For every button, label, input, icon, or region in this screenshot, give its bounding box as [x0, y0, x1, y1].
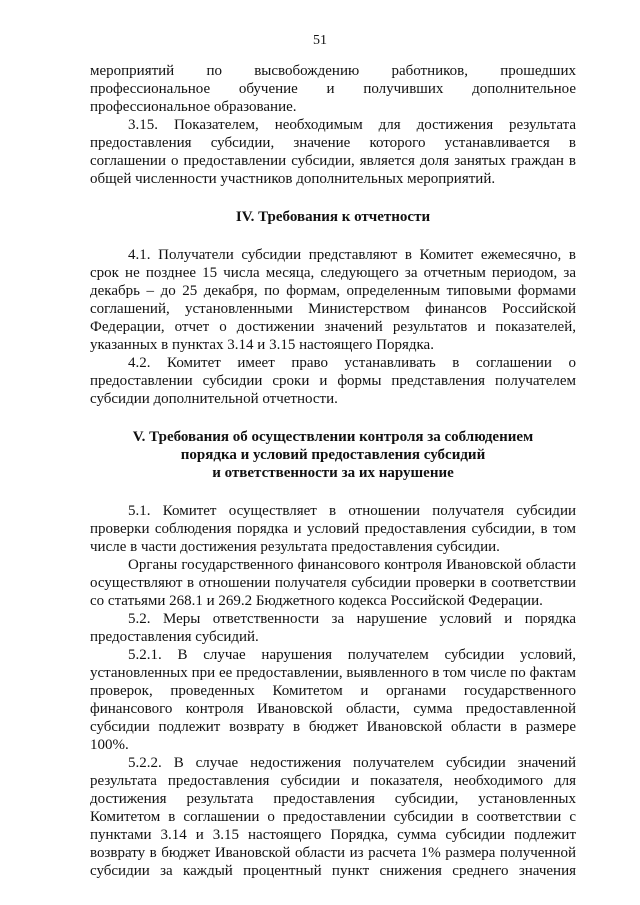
paragraph-continuation: мероприятий по высвобождению работников, прошедших профессиональное обучение и получивших дополнительное профессиональное образование. — [90, 63, 576, 115]
paragraph-4-2: 4.2. Комитет имеет право устанавливать в соглашении о предоставлении субсидии сроки и формы представления получателем субсидии дополнительной отчетности. — [90, 355, 576, 407]
paragraph-5-1: 5.1. Комитет осуществляет в отношении получателя субсидии проверки соблюдения порядка и условий предоставления субсидии, в том числе в части достижения результата предоставления субсидии. — [90, 503, 576, 555]
paragraph-3-15: 3.15. Показателем, необходимым для достижения результата предоставления субсидии, значение которого устанавливается в соглашении о предоставлении субсидии, является доля занятых граждан в общей численности участников дополнительных мероприятий. — [90, 117, 576, 187]
paragraph-control-bodies: Органы государственного финансового контроля Ивановской области осуществляют в отношении получателя субсидии проверки в соответствии со статьями 268.1 и 269.2 Бюджетного кодекса Российской Федерации. — [90, 557, 576, 609]
section-heading-v-line-3: и ответственности за их нарушение — [212, 465, 454, 481]
paragraph-5-2-1: 5.2.1. В случае нарушения получателем субсидии условий, установленных при ее предоставлении, выявленного в том числе по фактам проверок, проведенных Комитетом и органами государственного финансового контроля Ивановской области, сумма предоставленной субсидии подлежит возврату в бюджет Ивановской области в размере 100%. — [90, 647, 576, 753]
section-heading-v-line-2: порядка и условий предоставления субсидий — [180, 447, 486, 463]
paragraph-5-2: 5.2. Меры ответственности за нарушение условий и порядка предоставления субсидий. — [90, 611, 576, 645]
paragraph-5-2-2: 5.2.2. В случае недостижения получателем субсидии значений результата предоставления субсидии и показателя, необходимого для достижения результата предоставления субсидии, установленных Комитетом в соглашении о предоставлении субсидии в соответствии с пунктами 3.14 и 3.15 настоящего Порядка, сумма субсидии подлежит возврату в бюджет Ивановской области из расчета 1% размера полученной субсидии за каждый процентный пункт снижения среднего значения — [90, 755, 576, 879]
page-number: 51 — [313, 33, 327, 48]
section-heading-v-line-1: V. Требования об осуществлении контроля за соблюдением — [132, 429, 534, 445]
section-heading-iv: IV. Требования к отчетности — [235, 209, 431, 225]
document-body — [90, 62, 576, 880]
paragraph-4-1: 4.1. Получатели субсидии представляют в Комитет ежемесячно, в срок не позднее 15 числа месяца, следующего за отчетным периодом, за декабрь – до 25 декабря, по формам, определенным типовыми формами соглашений, установленными Министерством финансов Российской Федерации, отчет о достижении значений результатов и показателей, указанных в пунктах 3.14 и 3.15 настоящего Порядка. — [90, 247, 576, 353]
